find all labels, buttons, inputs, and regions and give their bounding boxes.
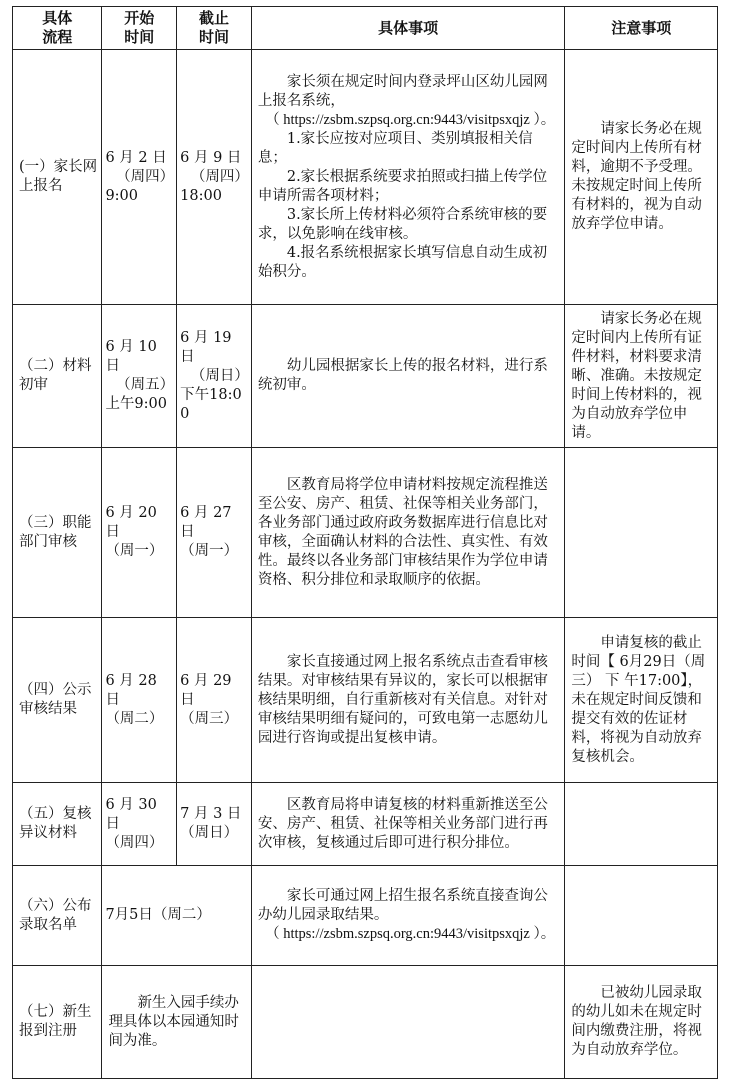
start-time-cell: 6 月 2 日 （周四） 9:00: [102, 50, 177, 305]
table-row: [13, 966, 718, 1079]
stage-cell: （七）新生报到注册: [13, 966, 102, 1079]
end-time-cell: 6 月 9 日 （周四） 18:00: [177, 50, 252, 305]
table-row: [13, 448, 718, 618]
details-cell: 幼儿园根据家长上传的报名材料，进行系统初审。: [251, 305, 565, 448]
details-cell: 家长可通过网上招生报名系统直接查询公办幼儿园录取结果。 （ https://zsbm.szpsq.org.cn:9443/visitpsxqjz ）。: [251, 866, 565, 966]
date-range-cell: 新生入园手续办理具体以本园通知时间为准。: [102, 966, 251, 1079]
notes-cell: 请家长务必在规定时间内上传所有材料，逾期不予受理。未按规定时间上传所有材料的，视为自动放弃学位申请。: [565, 50, 718, 305]
header-details: 具体事项: [251, 7, 565, 50]
enrollment-schedule-table: [12, 6, 718, 1079]
notes-cell: 已被幼儿园录取的幼儿如未在规定时间内缴费注册，将视为自动放弃学位。: [565, 966, 718, 1079]
end-time-cell: 6 月 19 日 （周日） 下午18:00: [177, 305, 252, 448]
end-time-cell: 6 月 27 日 （周一）: [177, 448, 252, 618]
notes-cell: [565, 448, 718, 618]
header-end-time: 截止 时间: [177, 7, 252, 50]
notes-cell: 请家长务必在规定时间内上传所有证件材料，材料要求清晰、准确。未按规定时间上传材料的，视为自动放弃学位申请。: [565, 305, 718, 448]
date-range-cell: 7月5日（周二）: [102, 866, 251, 966]
stage-cell: （三）职能部门审核: [13, 448, 102, 618]
table-row: [13, 866, 718, 966]
start-time-cell: 6 月 20 日 （周一）: [102, 448, 177, 618]
details-cell: 区教育局将申请复核的材料重新推送至公安、房产、租赁、社保等相关业务部门进行再次审核，复核通过后即可进行积分排位。: [251, 783, 565, 866]
details-cell: 家长须在规定时间内登录坪山区幼儿园网上报名系统， （ https://zsbm.szpsq.org.cn:9443/visitpsxqjz ）。 1.家长应按对应项目、类别填报相关信息； 2.家长根据系统要求拍照或扫描上传学位申请所需各项材料； 3.家长所上传材料必须符合系统审核的要求，以免影响在线审核。 4.报名系统根据家长填写信息自动生成初始积分。: [251, 50, 565, 305]
stage-cell: (一）家长网上报名: [13, 50, 102, 305]
details-cell: 家长直接通过网上报名系统点击查看审核结果。对审核结果有异议的，家长可以根据审核结果明细，自行重新核对有关信息。对针对审核结果明细有疑问的，可致电第一志愿幼儿园进行咨询或提出复核申请。: [251, 618, 565, 783]
start-time-cell: 6 月 10 日 （周五） 上午9:00: [102, 305, 177, 448]
start-time-cell: 6 月 30 日 （周四）: [102, 783, 177, 866]
details-cell: 区教育局将学位申请材料按规定流程推送至公安、房产、租赁、社保等相关业务部门，各业务部门通过政府政务数据库进行信息比对审核，全面确认材料的合法性、真实性、有效性。最终以各业务部门审核结果作为学位申请资格、积分排位和录取顺序的依据。: [251, 448, 565, 618]
notes-cell: [565, 866, 718, 966]
end-time-cell: 7 月 3 日 （周日）: [177, 783, 252, 866]
end-time-cell: 6 月 29 日 （周三）: [177, 618, 252, 783]
table-row: [13, 783, 718, 866]
notes-cell: 申请复核的截止时间【 6月29日（周 三） 下 午17:00】，未在规定时间反馈和提交有效的佐证材料，将视为自动放弃复核机会。: [565, 618, 718, 783]
details-cell: [251, 966, 565, 1079]
header-start-time: 开始 时间: [102, 7, 177, 50]
table-row: [13, 305, 718, 448]
notes-cell: [565, 783, 718, 866]
header-notes: 注意事项: [565, 7, 718, 50]
header-row: [13, 7, 718, 50]
start-time-cell: 6 月 28 日 （周二）: [102, 618, 177, 783]
stage-cell: （六）公布录取名单: [13, 866, 102, 966]
stage-cell: （五）复核异议材料: [13, 783, 102, 866]
stage-cell: （二）材料初审: [13, 305, 102, 448]
stage-cell: （四）公示审核结果: [13, 618, 102, 783]
table-row: [13, 618, 718, 783]
header-stage: 具体 流程: [13, 7, 102, 50]
table-row: [13, 50, 718, 305]
